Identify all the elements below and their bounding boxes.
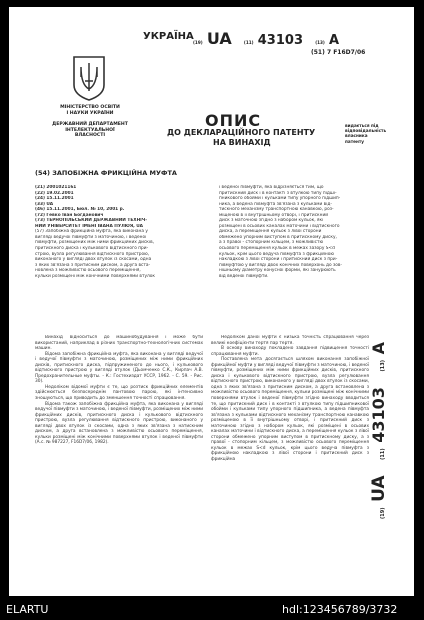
viewer-footer	[0, 598, 424, 620]
issuance-note: видається під відповідальність власника патенту	[345, 123, 387, 144]
invention-title: (54) ЗАПОБІЖНА ФРИКЦІЙНА МУФТА	[35, 169, 177, 177]
paragraph: Недоліком даної муфти є низька точність спрацювання через великі коефіцієнти тертя пар тертя.	[211, 335, 369, 346]
department-label: ДЕРЖАВНИЙ ДЕПАРТАМЕНТ ІНТЕЛЕКТУАЛЬНОЇ ВЛАСНОСТІ	[52, 122, 128, 139]
ipc-code: (51) 7 F16D7/06	[311, 49, 366, 56]
paragraph: Винахід відноситься до машинобудування і може бути використаний, наприклад в різних транспортно-технологічних системах машин.	[35, 335, 203, 352]
patent-page	[9, 7, 414, 596]
bibliographic-data: (21) 2001021161 (22) 19.02.2001 (24) 15.11.2001 (33) UA (46) 15.11.2001, Бюл. № 10, 2001 р. (72) Гевко Іван Богданович (73) ТЕРНОПІЛЬСЬКИЙ ДЕРЖАВНИЙ ТЕХНІЧ- НИЙ УНІВЕРСИТЕТ ІМЕНІ ІВАНА ПУЛЮЯ, UA (57) Запобіжна фрикційна муфта, яка виконана у вигляді ведучої півмуфти з маточиною, і веденої півмуфти, розміщених між ними фрикційних дисків, притискного диска і кулькового відтискного при- строю, вузла регулювання відтискного пристрою, виконаного у вигляді двох втулок із скосами, одна з яких зв'язана з притисним диском, а друга вста- новлена з можливістю осьового переміщення, кульки розміщені між конічними поверхнями втулок	[35, 185, 155, 279]
document-title: ОПИС	[205, 111, 262, 130]
footer-handle-link[interactable]: hdl:123456789/3732	[282, 603, 398, 616]
patent-number-line: (19) UA (11) 43103 (13) A	[193, 29, 340, 48]
paragraph: Недоліком відомої муфти є те, що розтиск фрикційних елементів здійснюється безпосереднім пантовою парою, які інтенсивно зношуються, що приводить до зменшення точності спрацювання.	[35, 384, 203, 402]
vertical-patent-number: (19) UA (11) 43103 (13) A	[369, 342, 389, 519]
claim-continuation: і веденої півмуфти, яка відрізняється тим, що притискний диск і в контакті з втулкою типу підші- пникового обойми і кульками типу упорного підшип- ника, а ведена півмуфта зв'язана з кульками від- тискного механізму транспортною канавкою, роз- міщеною в її внутрішньому отворі, і притискний диск з маточною згідно з набором кульок, які розміщені в осьових каналах маточини і відтискного диска, а переміщення кульок з лівої сторони обмежено упорним виступом в притискному диску, а з правої - стопорним кільцем, з можливістю осьового переміщення кульок в межах зазору S<d кульок, крім цього ведуча півмуфта з фрикційною накладкою з лівої сторони і притискний диск з при- півмуфтою у вигляді двох конічних поверхонь до зов- нішньому діаметру конусної форми, які занурюють від веденої півмуфти.	[219, 185, 342, 279]
document-subtitle-1: ДО ДЕКЛАРАЦІЙНОГО ПАТЕНТУ	[167, 128, 316, 137]
description-right-column	[211, 335, 369, 593]
paragraph: Поставлена мета досягається шляхом виконання запобіжної фрикційної муфти у вигляді ведучої півмуфти з маточиною, і веденої півмуфти, розміщених між ними фрикційних дисків, притискного диска і кулькового відтискного пристрою, вузла регулювання відтискного пристрою, виконаного у вигляді двох втулок із скосами, одна з яких зв'язана з притисним диском, а друга встановлена з можливістю осьового переміщення, кульки розміщені між конічними поверхнями втулок і веденої півмуфти згідно винаходу вводиться те, що притискний диск і в контакті з втулкою типу підшипникової обойми і кульками типу упорного підшипника, а ведена півмуфта зв'язана з кульками відтискного механізму транспортною канавкою розміщеною в її внутрішньому отворі, і притискний диск з маточиною згідно з набором кульок, які розміщені в осьових каналах маточини і відтискного диска, а переміщення кульок з лівої сторони обмежено упорним виступом в притискному диску, а з правої - стопорним кільцем, з можливістю осьового переміщення кульок в межах S<d кульок, крім цього ведуча півмуфта з фрикційною накладкою з лівої сторони і притискний диск з фрикційна	[211, 357, 369, 463]
paragraph: В основу винаходу покладено завдання підвищення точності спрацювання муфти.	[211, 346, 369, 357]
paragraph: Відома також запобіжна фрикційна муфта, яка виконана у вигляді ведучої півмуфти з маточиною, і веденої півмуфти, розміщених між ними фрикційних дисків, притискного диска і кулькового відтискного пристрою, вузла регулювання відтискного пристрою, виконаного у вигляді двох втулок із скосами, одна з яких зв'язана з натискним диском, а друга встановлена з можливістю осьового переміщення, кульки розміщені між конічними поверхнями втулок і веденої півмуфти (А.с. № 987227, F16D7/06, 1982).	[35, 401, 203, 446]
document-subtitle-2: НА ВИНАХІД	[213, 138, 271, 147]
country-label: УКРАЇНА	[143, 31, 194, 42]
footer-repository-label: ELARTU	[6, 603, 49, 616]
paragraph: Відома запобіжна фрикційна муфта, яка виконана у вигляді ведучої і ведучої півмуфти з маточиною, розміщених між ними фрикційних дисків, притискного диска, підпружиненого до нього, і кулькового відтискного пристрою у вигляді втулок (Дьомченко С.К., Кирпач А.В. Предохранительные муфты. - К.: Гостехиздат УССР, 1962. - С. 59. - Рис. 30).	[35, 351, 203, 385]
ministry-label: МІНІСТЕРСТВО ОСВІТИ І НАУКИ УКРАЇНИ	[60, 105, 120, 116]
description-left-column	[35, 335, 203, 593]
coat-of-arms-icon	[71, 55, 107, 101]
